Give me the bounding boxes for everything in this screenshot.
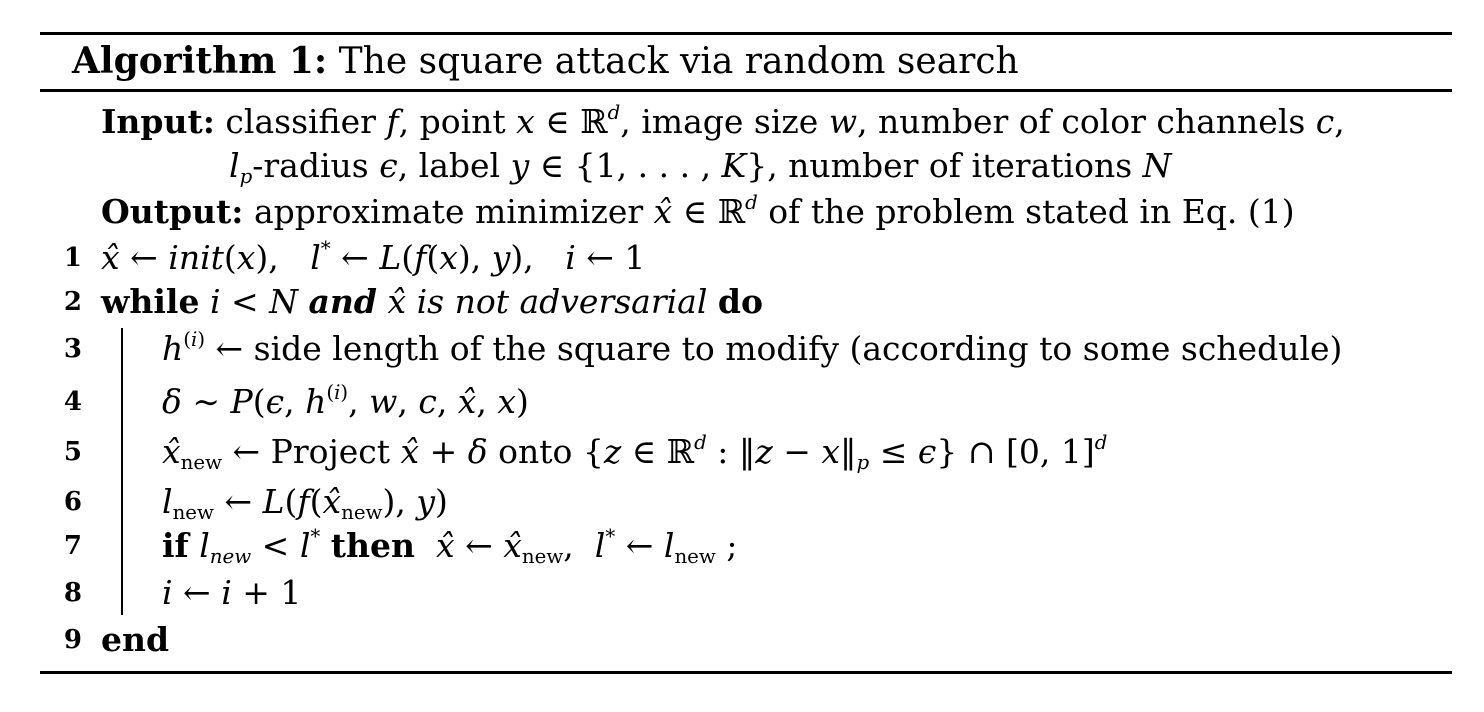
then-keyword: then	[330, 526, 416, 565]
code-line-2	[101, 280, 763, 324]
algorithm-name: The square attack via random search	[338, 41, 1019, 82]
if-condition: $l_{new} < l^*$	[199, 525, 321, 568]
and-keyword: and	[308, 282, 377, 321]
line-number: 5	[63, 437, 82, 467]
line-8-content: i ← i + 1	[162, 573, 302, 612]
line-number: 9	[63, 625, 82, 655]
line-3-content: $h^{(i)}$ ← side length of the square to modify (according to some schedule)	[162, 328, 1343, 368]
code-line-6	[162, 480, 448, 524]
not-adversarial-text: is not adversarial	[416, 282, 708, 321]
input-line-1	[101, 100, 1345, 144]
line-number: 4	[63, 387, 82, 417]
loop-condition: i < N	[209, 282, 299, 321]
do-keyword: do	[717, 282, 763, 321]
input-text-1: classifier f, point x ∈ ℝ$^d$, image size w, number of color channels c,	[225, 101, 1345, 141]
line-6-content: $l_{new}$ ← $L(f(x̂_{new})$, y)	[162, 482, 448, 524]
line-4-content: δ ∼ P(ϵ, $h^{(i)}$, w, c, x̂, x)	[162, 381, 529, 421]
end-keyword: end	[101, 620, 170, 659]
code-line-4	[162, 380, 529, 424]
code-line-1	[101, 236, 645, 280]
line-number: 8	[63, 578, 82, 608]
code-line-5	[162, 430, 1107, 474]
line-number: 6	[63, 487, 82, 517]
line-number: 1	[63, 243, 82, 273]
code-line-8	[162, 571, 301, 615]
line-5-content: $x̂_{new}$ ← Project x̂ + δ onto {z ∈ ℝ$^d$ : ‖z − $x‖_p \le \epsilon$} ∩ [0, 1]$^d$	[162, 431, 1108, 474]
loop-condition-2: x̂	[387, 282, 407, 321]
line-number: 3	[63, 334, 82, 364]
output-line	[101, 190, 1295, 234]
input-text-2: $l_p$-radius ϵ, label y ∈ {1, . . . , K}, number of iterations N	[229, 146, 1172, 188]
while-keyword: while	[101, 282, 200, 321]
line-1-content: x̂ ← init(x), l* ← L(f(x), y), i ← 1	[101, 237, 646, 277]
if-keyword: if	[162, 526, 189, 565]
algorithm-title	[72, 34, 1019, 88]
output-text: approximate minimizer x̂ ∈ ℝ$^d$ of the problem stated in Eq. (1)	[253, 191, 1295, 231]
line-number: 7	[63, 531, 82, 561]
bottom-rule	[40, 671, 1452, 674]
if-body: x̂ ← $x̂_{new}$, l* ← $l_{new}$ ;	[436, 525, 738, 568]
code-line-9	[101, 618, 169, 662]
output-label: Output:	[101, 192, 244, 231]
code-line-7	[162, 524, 737, 568]
algorithm-label: Algorithm 1:	[72, 40, 328, 82]
header-rule	[40, 89, 1452, 92]
code-line-3	[162, 327, 1342, 371]
loop-body-bar	[121, 328, 123, 615]
line-number: 2	[63, 287, 82, 317]
input-label: Input:	[101, 102, 215, 141]
input-line-2	[229, 144, 1172, 188]
